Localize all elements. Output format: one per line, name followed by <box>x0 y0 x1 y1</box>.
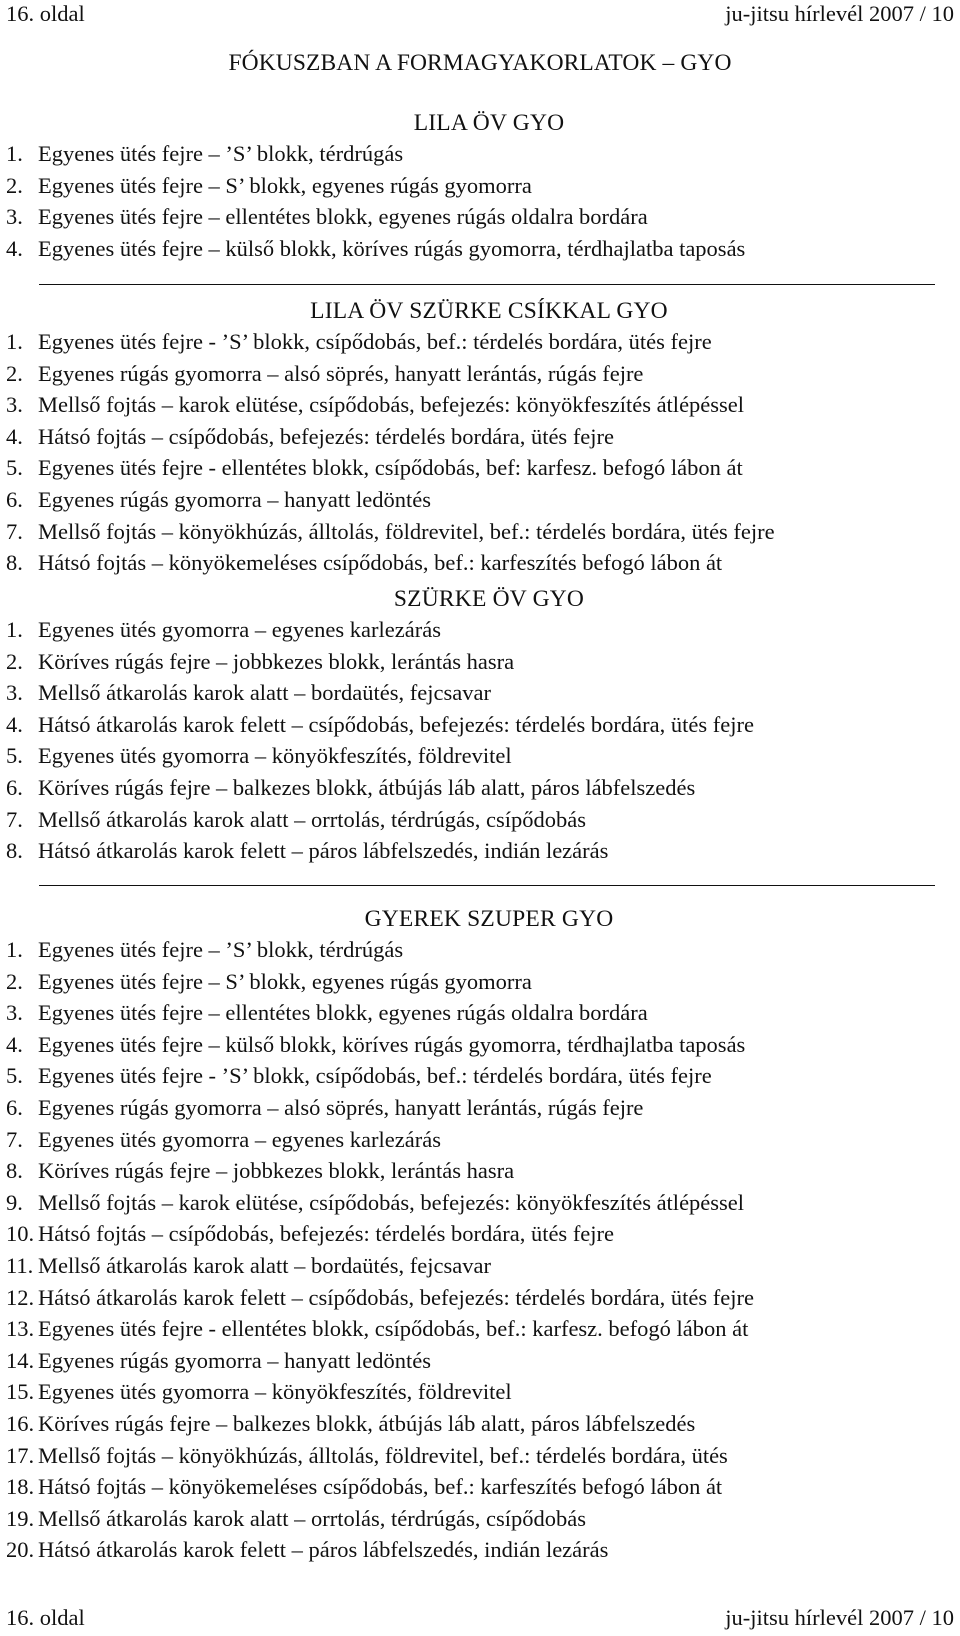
list-item <box>0 452 960 484</box>
list-item <box>0 484 960 516</box>
item-text: Hátsó átkarolás karok felett – csípődobás, befejezés: térdelés bordára, ütés fejre <box>38 1284 754 1310</box>
item-list <box>0 326 960 579</box>
item-text: Hátsó fojtás – könyökemeléses csípődobás, bef.: karfeszítés befogó lábon át <box>38 550 723 576</box>
list-item <box>0 677 960 709</box>
item-list <box>0 934 960 1566</box>
item-number: 4. <box>6 1031 23 1057</box>
list-item <box>0 1345 960 1377</box>
section-title: GYEREK SZUPER GYO <box>364 906 614 932</box>
list-item <box>0 1282 960 1314</box>
item-number: 7. <box>6 518 23 544</box>
item-text: Köríves rúgás fejre – jobbkezes blokk, lerántás hasra <box>38 1158 515 1184</box>
list-item <box>0 1313 960 1345</box>
list-item <box>0 1408 960 1440</box>
item-number: 3. <box>6 204 23 230</box>
list-item <box>0 997 960 1029</box>
item-number: 17. <box>6 1442 35 1468</box>
page-header <box>6 0 954 28</box>
item-number: 6. <box>6 1094 23 1120</box>
item-text: Köríves rúgás fejre – balkezes blokk, átbújás láb alatt, páros lábfelszedés <box>38 774 696 800</box>
item-text: Egyenes ütés fejre - ellentétes blokk, csípődobás, bef: karfesz. befogó lábon át <box>38 455 743 481</box>
item-text: Egyenes ütés fejre – ’S’ blokk, térdrúgás <box>38 937 404 962</box>
item-text: Hátsó fojtás – csípődobás, befejezés: térdelés bordára, ütés fejre <box>38 423 615 449</box>
item-text: Egyenes rúgás gyomorra – alsó söprés, hanyatt lerántás, rúgás fejre <box>38 360 644 386</box>
section-divider <box>39 885 935 886</box>
item-text: Egyenes rúgás gyomorra – hanyatt ledöntés <box>38 1347 432 1373</box>
list-item <box>0 358 960 390</box>
list-item <box>0 740 960 772</box>
list-item <box>0 1187 960 1219</box>
section-title: LILA ÖV SZÜRKE CSÍKKAL GYO <box>310 298 668 324</box>
item-number: 18. <box>6 1474 35 1500</box>
item-number: 4. <box>6 235 23 261</box>
item-text: Mellső fojtás – könyökhúzás, álltolás, földrevitel, bef.: térdelés bordára, ütés <box>38 1442 728 1468</box>
item-number: 14. <box>6 1347 35 1373</box>
item-number: 2. <box>6 648 23 674</box>
item-number: 7. <box>6 806 23 832</box>
list-item <box>0 614 960 646</box>
item-number: 7. <box>6 1126 23 1152</box>
list-item <box>0 547 960 579</box>
section-gyerek-szuper <box>0 904 960 1566</box>
item-text: Egyenes ütés gyomorra – egyenes karlezárás <box>38 617 441 642</box>
list-item <box>0 138 960 170</box>
item-text: Egyenes ütés fejre – S’ blokk, egyenes rúgás gyomorra <box>38 172 532 198</box>
list-item <box>0 1376 960 1408</box>
list-item <box>0 1440 960 1472</box>
list-item <box>0 1534 960 1566</box>
section-title: SZÜRKE ÖV GYO <box>393 586 585 612</box>
item-text: Egyenes ütés gyomorra – könyökfeszítés, földrevitel <box>38 1379 512 1405</box>
list-item <box>0 934 960 966</box>
item-text: Mellső átkarolás karok alatt – orrtolás, térdrúgás, csípődobás <box>38 806 586 832</box>
section-divider <box>39 284 935 285</box>
list-item <box>0 804 960 836</box>
footer-newsletter-title: ju-jitsu hírlevél 2007 / 10 <box>725 1605 954 1630</box>
list-item <box>0 646 960 678</box>
list-item <box>0 1092 960 1124</box>
item-number: 12. <box>6 1284 35 1310</box>
item-number: 5. <box>6 455 23 481</box>
item-number: 4. <box>6 711 23 737</box>
list-item <box>0 1218 960 1250</box>
item-list <box>0 138 960 264</box>
item-number: 3. <box>6 1000 23 1026</box>
item-text: Egyenes ütés fejre - ’S’ blokk, csípődobás, bef.: térdelés bordára, ütés fejre <box>38 1063 712 1089</box>
item-number: 6. <box>6 774 23 800</box>
list-item <box>0 709 960 741</box>
list-item <box>0 233 960 265</box>
item-number: 1. <box>6 141 23 166</box>
item-number: 15. <box>6 1379 35 1405</box>
item-text: Egyenes ütés fejre – ellentétes blokk, egyenes rúgás oldalra bordára <box>38 1000 648 1026</box>
list-item <box>0 421 960 453</box>
item-number: 5. <box>6 743 23 769</box>
item-number: 1. <box>6 329 23 354</box>
item-text: Hátsó fojtás – könyökemeléses csípődobás, bef.: karfeszítés befogó lábon át <box>38 1474 723 1500</box>
section-title: LILA ÖV GYO <box>413 110 565 136</box>
list-item <box>0 170 960 202</box>
item-text: Egyenes ütés gyomorra – könyökfeszítés, földrevitel <box>38 743 512 769</box>
item-text: Hátsó átkarolás karok felett – páros lábfelszedés, indián lezárás <box>38 1537 609 1563</box>
section-szurke-ov <box>0 584 960 867</box>
section-lila-ov <box>0 108 960 264</box>
item-text: Mellső fojtás – karok elütése, csípődobás, befejezés: könyökfeszítés átlépéssel <box>38 1189 745 1215</box>
item-text: Köríves rúgás fejre – balkezes blokk, átbújás láb alatt, páros lábfelszedés <box>38 1410 696 1436</box>
header-page-number: 16. oldal <box>6 1 85 26</box>
header-newsletter-title: ju-jitsu hírlevél 2007 / 10 <box>725 1 954 26</box>
item-number: 2. <box>6 172 23 198</box>
list-item <box>0 772 960 804</box>
item-text: Hátsó átkarolás karok felett – páros lábfelszedés, indián lezárás <box>38 838 609 864</box>
item-number: 16. <box>6 1410 35 1436</box>
list-item <box>0 326 960 358</box>
item-number: 1. <box>6 617 23 642</box>
list-item <box>0 201 960 233</box>
item-number: 8. <box>6 838 23 864</box>
item-text: Hátsó fojtás – csípődobás, befejezés: térdelés bordára, ütés fejre <box>38 1221 615 1247</box>
item-number: 5. <box>6 1063 23 1089</box>
list-item <box>0 1060 960 1092</box>
item-text: Egyenes rúgás gyomorra – hanyatt ledöntés <box>38 486 432 512</box>
page-footer <box>6 1604 954 1632</box>
item-text: Mellső fojtás – könyökhúzás, álltolás, földrevitel, bef.: térdelés bordára, ütés fejre <box>38 518 775 544</box>
item-number: 2. <box>6 360 23 386</box>
section-lila-ov-szurke-csikkal <box>0 296 960 579</box>
item-number: 1. <box>6 937 23 962</box>
item-number: 2. <box>6 968 23 994</box>
item-number: 19. <box>6 1505 35 1531</box>
list-item <box>0 1155 960 1187</box>
item-list <box>0 614 960 867</box>
list-item <box>0 1503 960 1535</box>
item-text: Köríves rúgás fejre – jobbkezes blokk, lerántás hasra <box>38 648 515 674</box>
list-item <box>0 1471 960 1503</box>
list-item <box>0 389 960 421</box>
item-text: Egyenes ütés fejre - ellentétes blokk, csípődobás, bef.: karfesz. befogó lábon át <box>38 1316 749 1342</box>
item-text: Hátsó átkarolás karok felett – csípődobás, befejezés: térdelés bordára, ütés fejre <box>38 711 754 737</box>
item-number: 8. <box>6 550 23 576</box>
item-number: 3. <box>6 392 23 418</box>
item-number: 10. <box>6 1221 35 1247</box>
item-text: Egyenes ütés fejre – külső blokk, köríves rúgás gyomorra, térdhajlatba taposás <box>38 1031 746 1057</box>
list-item <box>0 516 960 548</box>
page-title: FÓKUSZBAN A FORMAGYAKORLATOK – GYO <box>228 50 732 76</box>
item-text: Egyenes ütés fejre – ’S’ blokk, térdrúgás <box>38 141 404 166</box>
item-text: Egyenes ütés fejre – külső blokk, köríves rúgás gyomorra, térdhajlatba taposás <box>38 235 746 261</box>
item-number: 4. <box>6 423 23 449</box>
item-number: 13. <box>6 1316 35 1342</box>
item-text: Mellső átkarolás karok alatt – bordaütés, fejcsavar <box>38 680 491 706</box>
item-text: Egyenes ütés fejre - ’S’ blokk, csípődobás, bef.: térdelés bordára, ütés fejre <box>38 329 712 354</box>
list-item <box>0 835 960 867</box>
item-text: Egyenes rúgás gyomorra – alsó söprés, hanyatt lerántás, rúgás fejre <box>38 1094 644 1120</box>
item-text: Egyenes ütés fejre – ellentétes blokk, egyenes rúgás oldalra bordára <box>38 204 648 230</box>
footer-page-number: 16. oldal <box>6 1605 85 1630</box>
item-text: Mellső átkarolás karok alatt – bordaütés, fejcsavar <box>38 1252 491 1278</box>
list-item <box>0 966 960 998</box>
item-number: 8. <box>6 1158 23 1184</box>
item-text: Mellső átkarolás karok alatt – orrtolás, térdrúgás, csípődobás <box>38 1505 586 1531</box>
list-item <box>0 1029 960 1061</box>
item-number: 9. <box>6 1189 23 1215</box>
item-number: 6. <box>6 486 23 512</box>
item-text: Mellső fojtás – karok elütése, csípődobás, befejezés: könyökfeszítés átlépéssel <box>38 392 745 418</box>
item-number: 11. <box>6 1252 34 1278</box>
item-number: 20. <box>6 1537 35 1563</box>
item-number: 3. <box>6 680 23 706</box>
item-text: Egyenes ütés fejre – S’ blokk, egyenes rúgás gyomorra <box>38 968 532 994</box>
item-text: Egyenes ütés gyomorra – egyenes karlezárás <box>38 1126 441 1152</box>
list-item <box>0 1250 960 1282</box>
list-item <box>0 1124 960 1156</box>
